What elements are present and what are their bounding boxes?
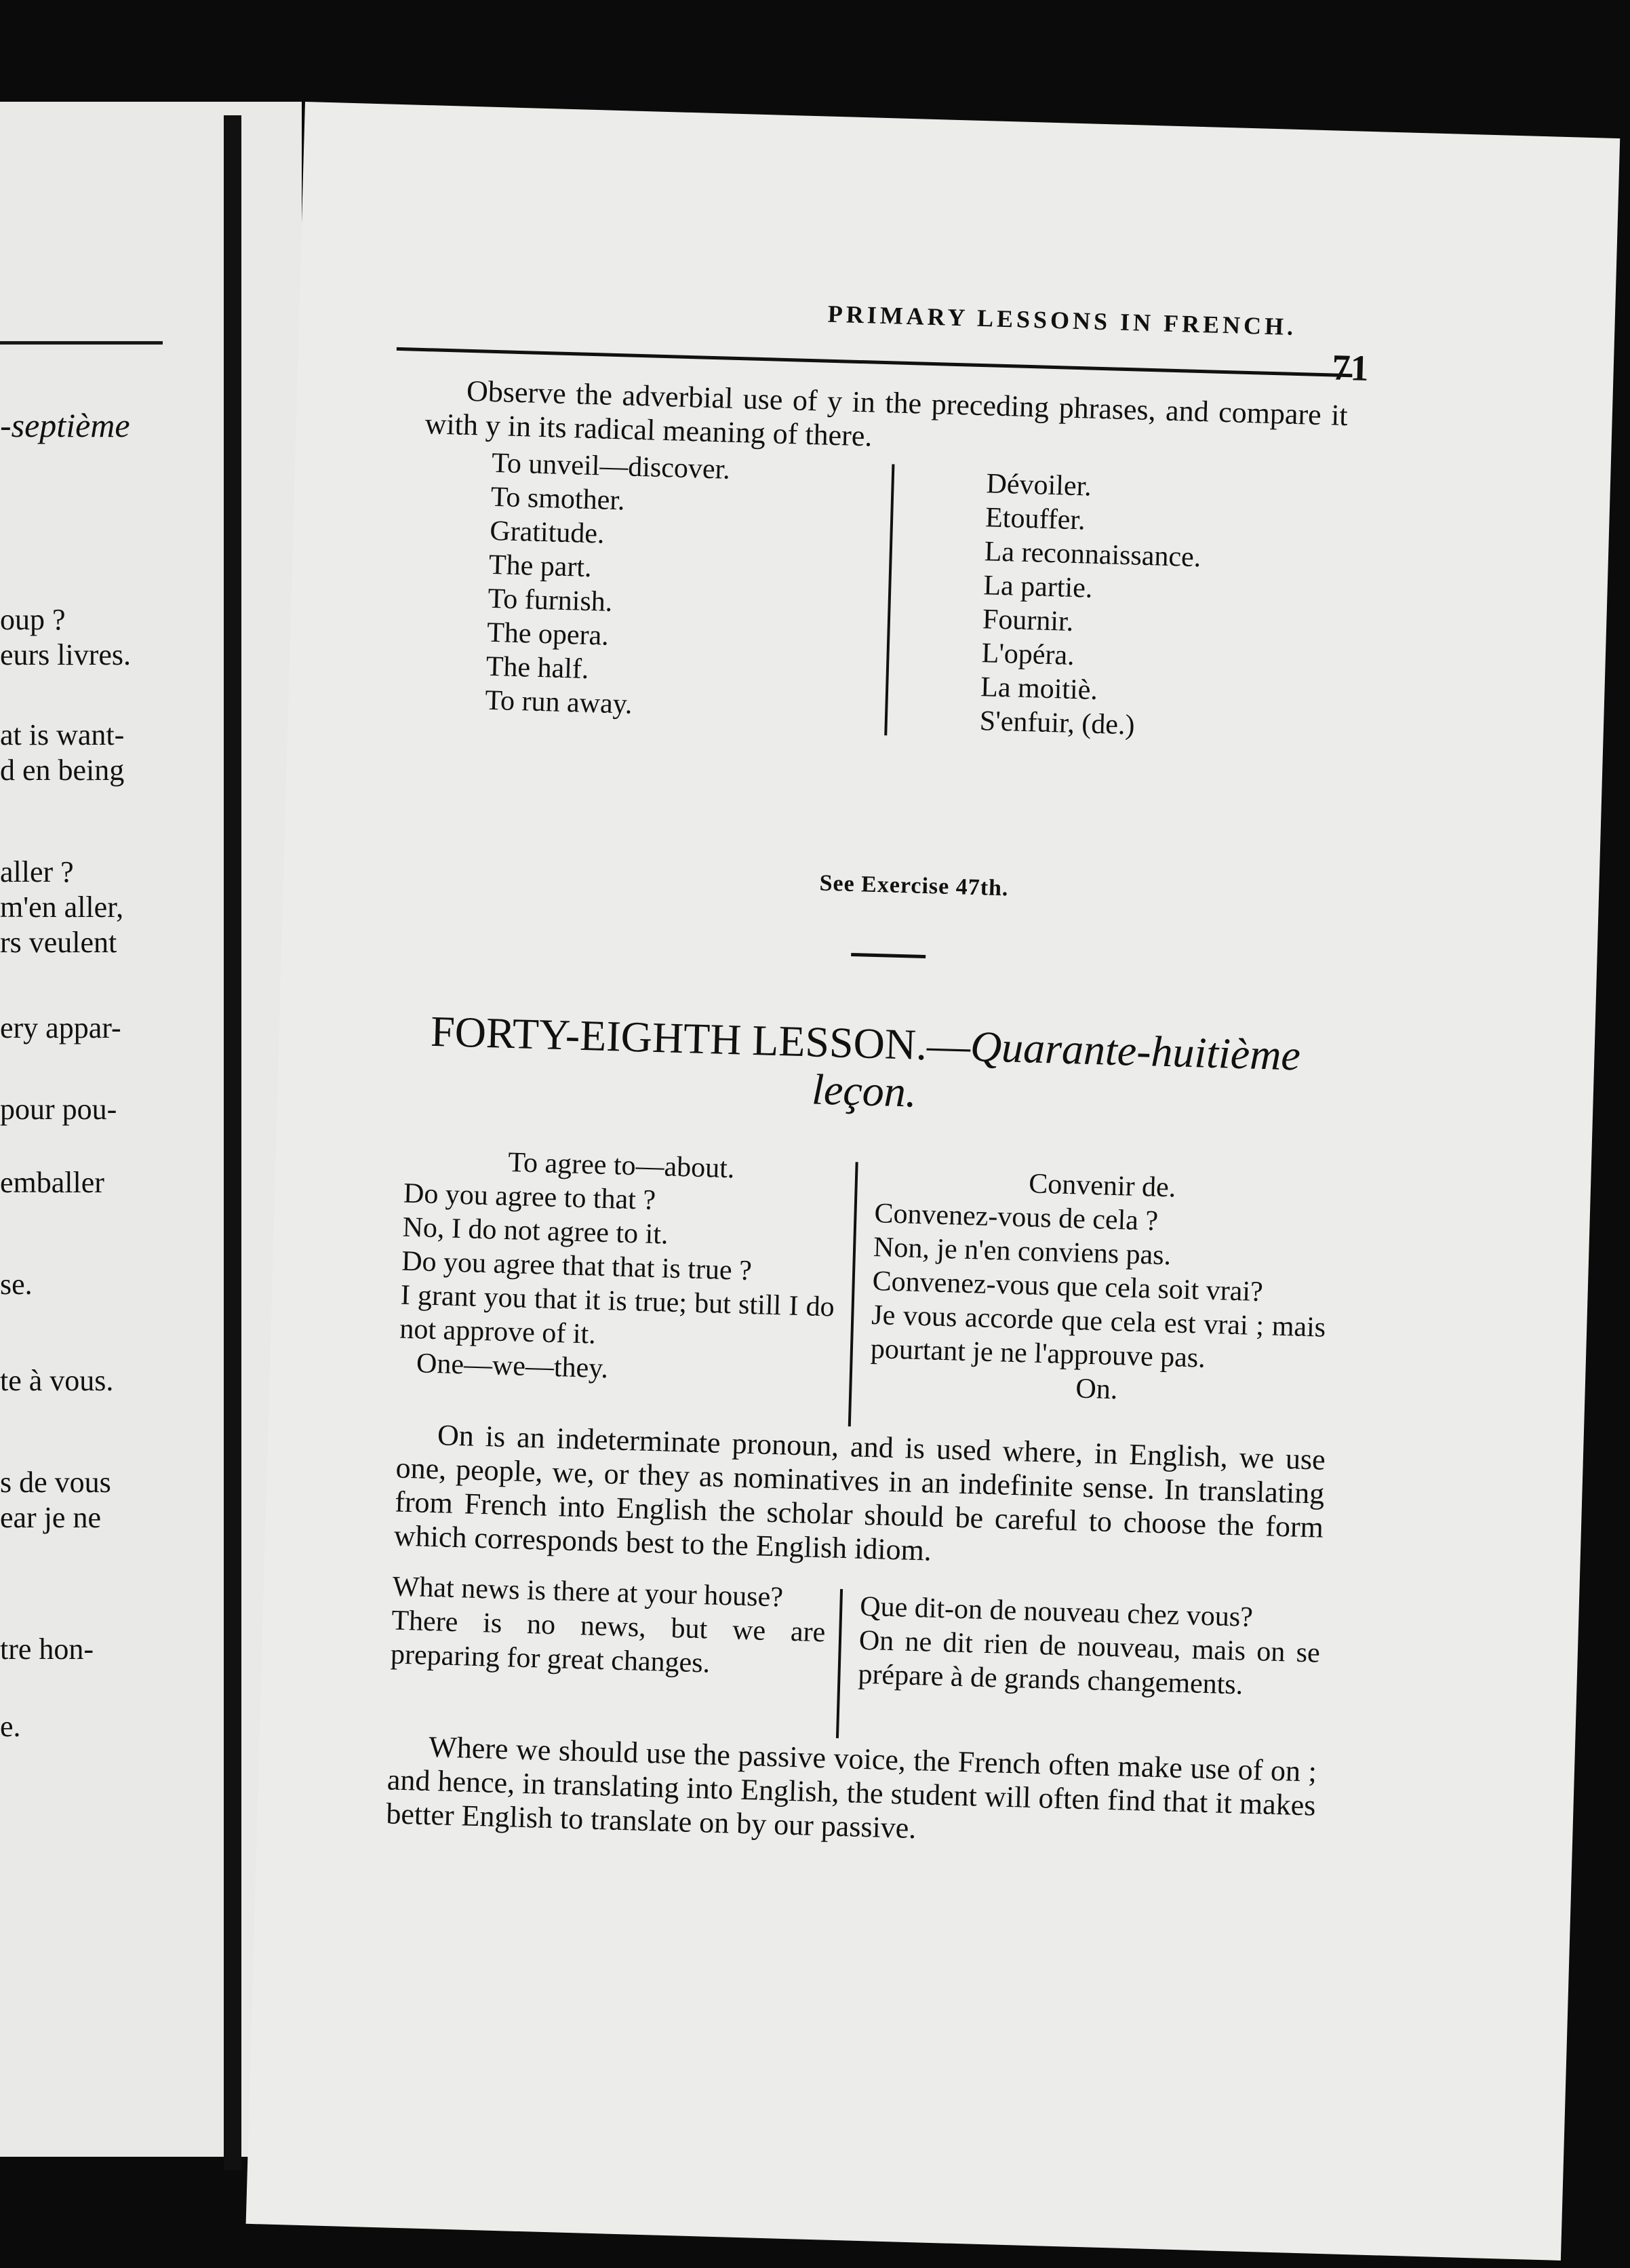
vocab-french-column [979, 467, 1366, 748]
left-page-rule [0, 341, 163, 345]
dialogue1-french-line: On. [1075, 1373, 1119, 1406]
left-page-line: ear je ne [0, 1501, 101, 1534]
dialogue2-english-column [390, 1569, 827, 1683]
dialogue1-english-line: One—we—they. [416, 1348, 609, 1385]
exercise-reference: See Exercise 47th. [819, 870, 1010, 901]
left-page-line: -septième [0, 406, 130, 444]
page-number: 71 [1331, 347, 1370, 389]
vocab-french-item: Dévoiler. [986, 468, 1092, 503]
lesson-title-english: FORTY-EIGHTH LESSON.— [430, 1006, 972, 1070]
left-page-line: aller ? [0, 855, 74, 888]
lesson-title-french: Quarante-huitième [970, 1021, 1301, 1080]
vocab-french-item: Fournir. [982, 604, 1074, 638]
left-page-line: eurs livres. [0, 638, 132, 671]
vocab-french-item: S'enfuir, (de.) [979, 705, 1136, 741]
dialogue1-column-divider [848, 1162, 858, 1426]
left-page-line: d en being [0, 754, 125, 787]
left-page-line: s de vous [0, 1466, 111, 1499]
left-page-line: ery appar- [0, 1011, 121, 1044]
on-pronoun-paragraph: On is an indeterminate pronoun, and is used where, in English, we use one, people, we, or they as nominatives in an indefinite sense. In translating from French into English the scholar should be careful to choose the form which corresponds best to the English idiom. [393, 1418, 1326, 1567]
header-rule [397, 347, 1353, 377]
left-page-line: m'en aller, [0, 891, 124, 924]
left-page-line: se. [0, 1268, 33, 1301]
vocab-english-item: The half. [485, 650, 590, 685]
running-head: PRIMARY LESSONS IN FRENCH. [827, 300, 1297, 340]
vocab-french-item: La moitiè. [980, 671, 1098, 706]
left-page-line: oup ? [0, 603, 66, 636]
vocab-english-item: Gratitude. [489, 515, 605, 550]
dialogue2-english-line: There is no news, but we are preparing for great changes. [390, 1605, 826, 1679]
vocab-english-item: To unveil—discover. [491, 447, 731, 486]
vocab-english-item: To furnish. [488, 583, 613, 618]
vocab-english-item: The part. [488, 549, 593, 584]
lesson-title-french-continued: leçon. [811, 1065, 917, 1116]
vocab-french-item: La reconnaissance. [984, 536, 1201, 574]
left-page-line: te à vous. [0, 1364, 114, 1397]
vocab-french-item: Etouffer. [985, 502, 1086, 536]
left-page-line: rs veulent [0, 926, 117, 959]
dialogue1-french-line: Convenez-vous que cela soit vrai? [872, 1266, 1264, 1308]
dialogue1-english-column [398, 1143, 839, 1392]
intro-paragraph: Observe the adverbial use of y in the preceding phrases, and compare it with y in its radical meaning of there. [424, 374, 1349, 453]
vocab-column-divider [884, 464, 894, 735]
dialogue2-french-column [858, 1590, 1321, 1704]
book-page [246, 102, 1621, 2261]
vocab-english-item: To smother. [490, 481, 626, 517]
dialogue2-french-line: Que dit-on de nouveau chez vous? [859, 1590, 1254, 1633]
dialogue2-french-line: On ne dit rien de nouveau, mais on se prépare à de grands changements. [857, 1624, 1321, 1701]
dialogue2-column-divider [836, 1589, 843, 1738]
dialogue1-english-line: Do you agree to that ? [403, 1177, 656, 1217]
dialogue1-english-line: Do you agree that that is true ? [401, 1245, 753, 1287]
left-page-line: pour pou- [0, 1093, 117, 1126]
left-page-line: at is want- [0, 718, 125, 751]
book-gutter [224, 115, 241, 2170]
dialogue1-english-line: To agree to—about. [507, 1146, 736, 1185]
lesson-title [406, 1007, 1324, 1128]
dialogue1-french-line: Je vous accorde que cela est vrai ; mais pourtant je ne l'approuve pas. [870, 1299, 1326, 1374]
dialogue1-french-column [869, 1162, 1330, 1413]
section-ornament [851, 953, 926, 958]
vocab-english-column [485, 446, 872, 728]
left-page-line: tre hon- [0, 1632, 94, 1666]
dialogue2-english-line: What news is there at your house? [392, 1571, 784, 1614]
dialogue1-english-line: I grant you that it is true; but still I do not approve of it. [399, 1279, 835, 1350]
dialogue1-french-line: Convenir de. [1028, 1168, 1176, 1204]
dialogue1-english-line: No, I do not agree to it. [402, 1211, 669, 1251]
left-page-line: emballer [0, 1166, 104, 1199]
vocab-english-item: The opera. [486, 617, 610, 652]
left-page-line: e. [0, 1710, 21, 1743]
vocab-french-item: L'opéra. [981, 638, 1075, 671]
dialogue1-french-line: Non, je n'en conviens pas. [873, 1232, 1172, 1272]
vocab-french-item: La partie. [982, 570, 1093, 604]
dialogue1-french-line: Convenez-vous de cela ? [873, 1198, 1159, 1237]
vocab-english-item: To run away. [484, 684, 633, 720]
passive-voice-paragraph: Where we should use the passive voice, the French often make use of on ; and hence, in translating into English, the student will often find that it makes better English to translate on by our passive. [385, 1730, 1317, 1845]
